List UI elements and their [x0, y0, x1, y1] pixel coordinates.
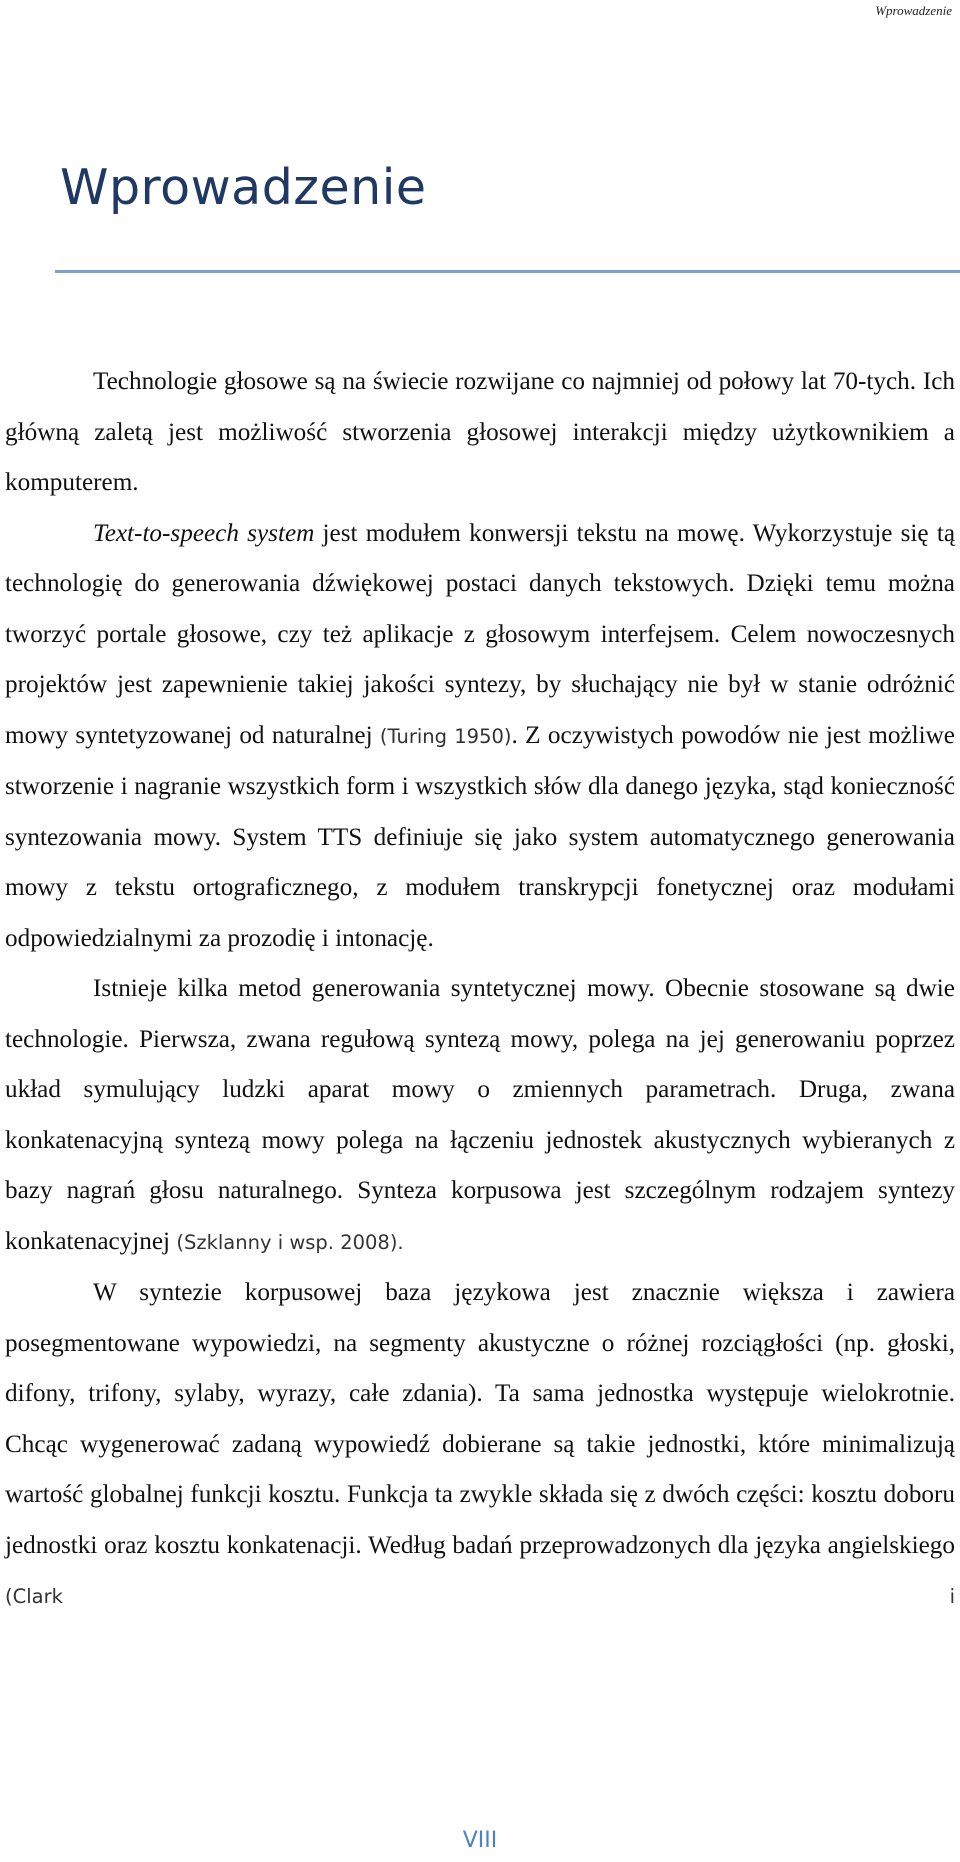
citation-turing: (Turing 1950) [379, 724, 512, 748]
running-header: Wprowadzenie [875, 3, 952, 18]
paragraph-1: Technologie głosowe są na świecie rozwijane co najmniej od połowy lat 70-tych. Ich główną zaletą jest możliwość stworzenia głosowej interakcji między użytkownikiem a komputerem. [5, 368, 955, 496]
paragraph-4 [5, 1268, 955, 1623]
paragraph-4-text: W syntezie korpusowej baza językowa jest znacznie większa i zawiera posegmentowane wypowiedzi, na segmenty akustyczne o różnej rozciągłości (np. głoski, difony, trifony, sylaby, wyrazy, całe zdania). Ta sama jednostka występuje wielokrotnie. Chcąc wygenerować zadaną wypowiedź dobierane są takie jednostki, które minimalizują wartość globalnej funkcji kosztu. Funkcja ta zwykle składa się z dwóch części: kosztu doboru jednostki oraz kosztu konkatenacji. Według badań przeprowadzonych dla języka angielskiego [5, 1279, 955, 1559]
citation-szklanny: (Szklanny i wsp. 2008). [176, 1230, 404, 1254]
citation-clark: (Clark i [5, 1585, 955, 1608]
paragraph-3-text: Istnieje kilka metod generowania syntetycznej mowy. Obecnie stosowane są dwie technologie. Pierwsza, zwana regułową syntezą mowy, polega na jej generowaniu poprzez układ symulujący ludzki aparat mowy o zmiennych parametrach. Druga, zwana konkatenacyjną syntezą mowy polega na łączeniu jednostek akustycznych wybieranych z bazy nagrań głosu naturalnego. Synteza korpusowa jest szczególnym rodzajem syntezy konkatenacyjnej [5, 975, 955, 1255]
paragraph-2 [5, 509, 955, 965]
paragraph-2-text-b: . Z oczywistych powodów nie jest możliwe stworzenie i nagranie wszystkich form i wszystkich słów dla danego języka, stąd konieczność syntezowania mowy. System TTS definiuje się jako system automatycznego generowania mowy z tekstu ortograficznego, z modułem transkrypcji fonetycznej oraz modułami odpowiedzialnymi za prozodię i intonację. [5, 721, 955, 952]
page-number: VIII [462, 1828, 498, 1853]
term-tts: Text-to-speech system [93, 519, 315, 547]
paragraph-3 [5, 964, 955, 1268]
body-text [5, 357, 955, 1623]
chapter-title: Wprowadzenie [60, 159, 427, 216]
title-divider [55, 270, 960, 273]
paragraph-2-text-a: jest modułem konwersji tekstu na mowę. Wykorzystuje się tą technologię do generowania dźwiękowej postaci danych tekstowych. Dzięki temu można tworzyć portale głosowe, czy też aplikacje z głosowym interfejsem. Celem nowoczesnych projektów jest zapewnienie takiej jakości syntezy, by słuchający nie był w stanie odróżnić mowy syntetyzowanej od naturalnej [5, 519, 956, 749]
